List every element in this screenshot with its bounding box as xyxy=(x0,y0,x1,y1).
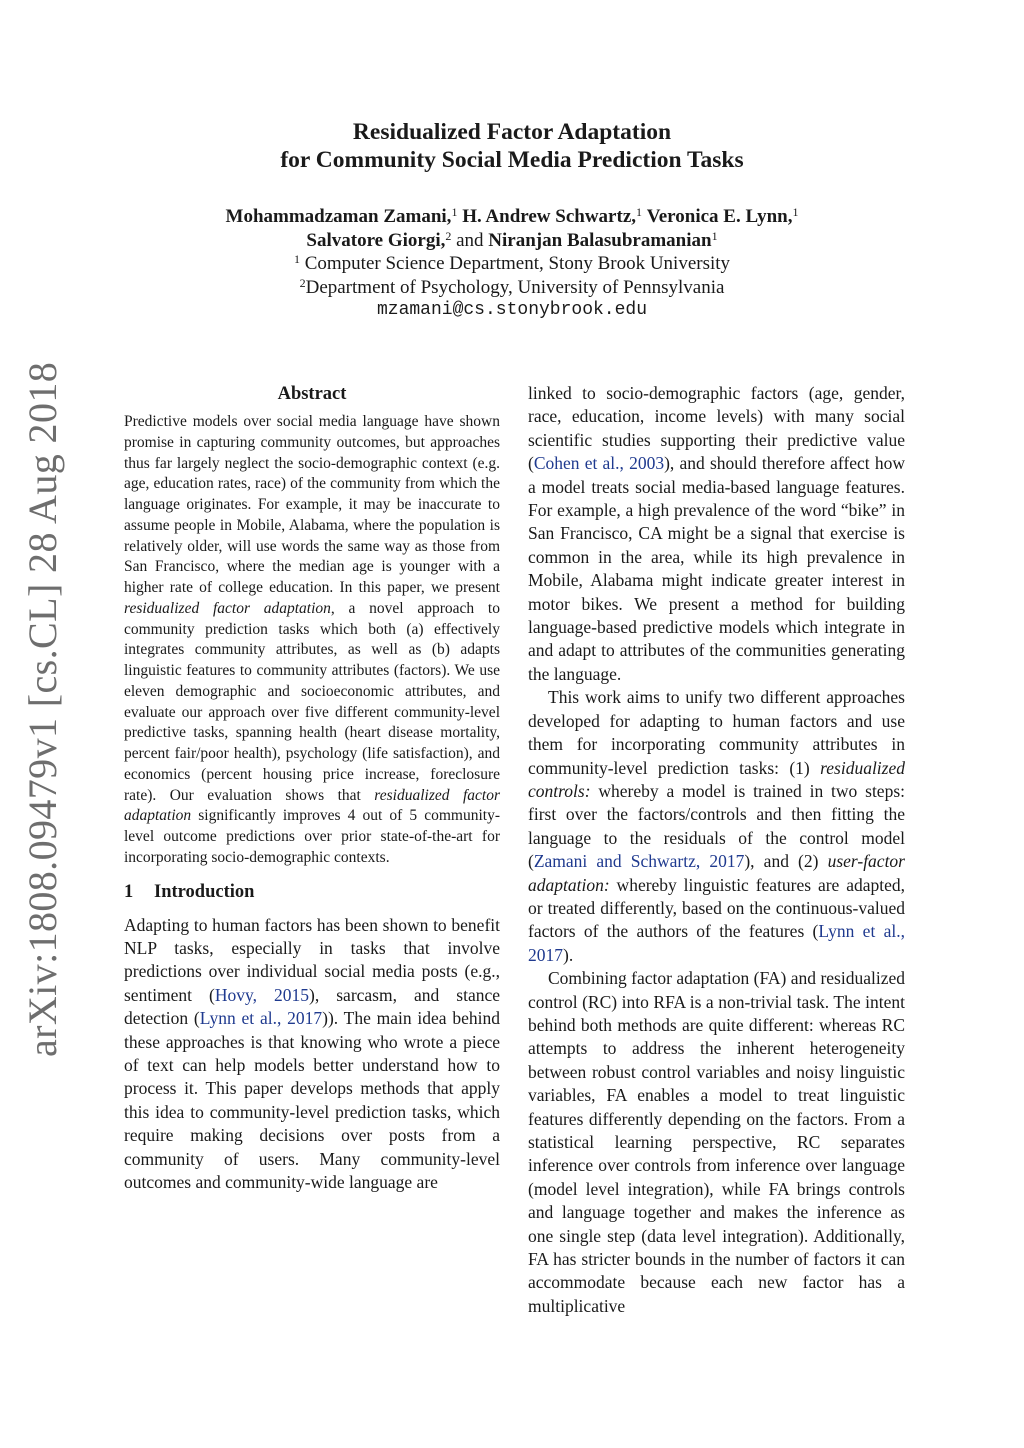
affiliation-mark: 2 xyxy=(299,275,306,290)
abstract-heading: Abstract xyxy=(277,384,347,404)
affiliation-mark: 1 xyxy=(636,205,642,219)
author-line-1 xyxy=(0,205,1024,229)
affiliation-mark: 1 xyxy=(792,205,799,219)
author-conjunction: and xyxy=(456,229,484,251)
section-heading-introduction: 1 Introduction xyxy=(124,881,255,902)
affiliation-2 xyxy=(0,276,1024,300)
citation-link[interactable]: Lynn et al., 2017 xyxy=(528,921,905,965)
citation-link[interactable]: Zamani and Schwartz, 2017 xyxy=(533,851,745,872)
body-paragraph-1: linked to socio-demographic factors (age, gender, race, education, income levels) with many social scientific studies supporting their predictive value (Cohen et al., 2003), and should therefore affect how a model treats social media-based language features. For example, a high prevalence of the word “bike” in San Francisco, CA might be a signal that exercise is common in the area, while its high prevalence in Mobile, Alabama might indicate greater interest in motor bikes. We present a method for building language-based predictive models which integrate in and adapt to attributes of the communities generating the language. xyxy=(528,383,905,684)
citation-link[interactable]: Cohen et al., 2003 xyxy=(533,453,665,474)
left-column xyxy=(124,382,500,1194)
title-line-1: Residualized Factor Adaptation xyxy=(352,119,672,145)
affiliation-text: Computer Science Department, Stony Brook University xyxy=(304,253,731,274)
citation-link[interactable]: Lynn et al., 2017 xyxy=(199,1008,323,1029)
affiliation-mark: 1 xyxy=(293,252,300,266)
author-name: Veronica E. Lynn, xyxy=(646,206,793,227)
contact-email[interactable]: mzamani@cs.stonybrook.edu xyxy=(376,300,648,320)
author-line-2 xyxy=(0,229,1024,253)
body-paragraph-3: Combining factor adaptation (FA) and residualized control (RC) into RFA is a non-trivial task. The intent behind both methods are quite different: whereas RC attempts to address the inherent heterogeneity between robust control variables and noisy linguistic variables, FA enables a model to treat linguistic features differently depending on the factors. From a statistical learning perspective, RC separates inference over controls from inference over language (model level integration), while FA brings controls and language together and makes the inference as one single step (data level integration). Additionally, FA has stricter bounds in the number of factors it can accommodate because each new factor has a multiplicative xyxy=(528,968,905,1316)
author-name: Mohammadzaman Zamani, xyxy=(225,206,452,227)
affiliation-mark: 1 xyxy=(451,205,458,219)
author-name: H. Andrew Schwartz, xyxy=(462,206,636,227)
affiliation-mark: 2 xyxy=(445,228,452,243)
paper-title xyxy=(0,118,1024,174)
right-column xyxy=(528,382,905,1318)
arxiv-identifier: arXiv:1808.09479v1 [cs.CL] 28 Aug 2018 xyxy=(20,361,65,1057)
author-block xyxy=(0,205,1024,323)
intro-paragraph: Adapting to human factors has been shown to benefit NLP tasks, especially in tasks that involve predictions over individual social media posts (e.g., sentiment (Hovy, 2015), sarcasm, and stance detection (Lynn et al., 2017)). The main idea behind these approaches is that knowing who wrote a piece of text can help models better understand how to process it. This paper develops methods that apply this idea to community-level prediction tasks, which require making decisions over posts from a community of users. Many community-level outcomes and community-wide language are xyxy=(124,914,501,1192)
abstract-text: Predictive models over social media language have shown promise in capturing community outcomes, but approaches thus far largely neglect the socio-demographic context (e.g. age, education rates, race) of the community from which the language originates. For example, it may be inaccurate to assume people in Mobile, Alabama, where the population is relatively older, will use words the same way as those from San Francisco, where the median age is younger with a higher rate of college education. In this paper, we present residualized factor adaptation, a novel approach to community prediction tasks which both (a) effectively integrates community attributes, as well as (b) adapts linguistic features to community attributes (factors). We use eleven demographic and socioeconomic attributes, and evaluate our approach over five different community-level predictive tasks, spanning health (heart disease mortality, percent fair/poor health), psychology (life satisfaction), and economics (percent housing price increase, foreclosure rate). Our evaluation shows that residualized factor adaptation significantly improves 4 out of 5 community-level outcome predictions over prior state-of-the-art for incorporating socio-demographic contexts. xyxy=(124,413,500,866)
affiliation-text: Department of Psychology, University of Pennsylvania xyxy=(305,276,725,298)
affiliation-mark: 1 xyxy=(711,228,718,243)
title-line-2: for Community Social Media Prediction Tasks xyxy=(280,147,744,173)
affiliation-1 xyxy=(0,252,1024,276)
body-paragraph-2: This work aims to unify two different approaches developed for adapting to human factors and use them for incorporating community attributes in community-level prediction tasks: (1) residualized controls: whereby a model is trained in two steps: first over the factors/controls and then fitting the language to the residuals of the control model (Zamani and Schwartz, 2017), and (2) user-factor adaptation: whereby linguistic features are adapted, or treated differently, based on the continuous-valued factors of the authors of the features (Lynn et al., 2017). xyxy=(528,687,905,965)
citation-link[interactable]: Hovy, 2015 xyxy=(214,984,310,1005)
author-name: Niranjan Balasubramanian xyxy=(488,229,712,251)
author-name: Salvatore Giorgi, xyxy=(306,229,446,251)
